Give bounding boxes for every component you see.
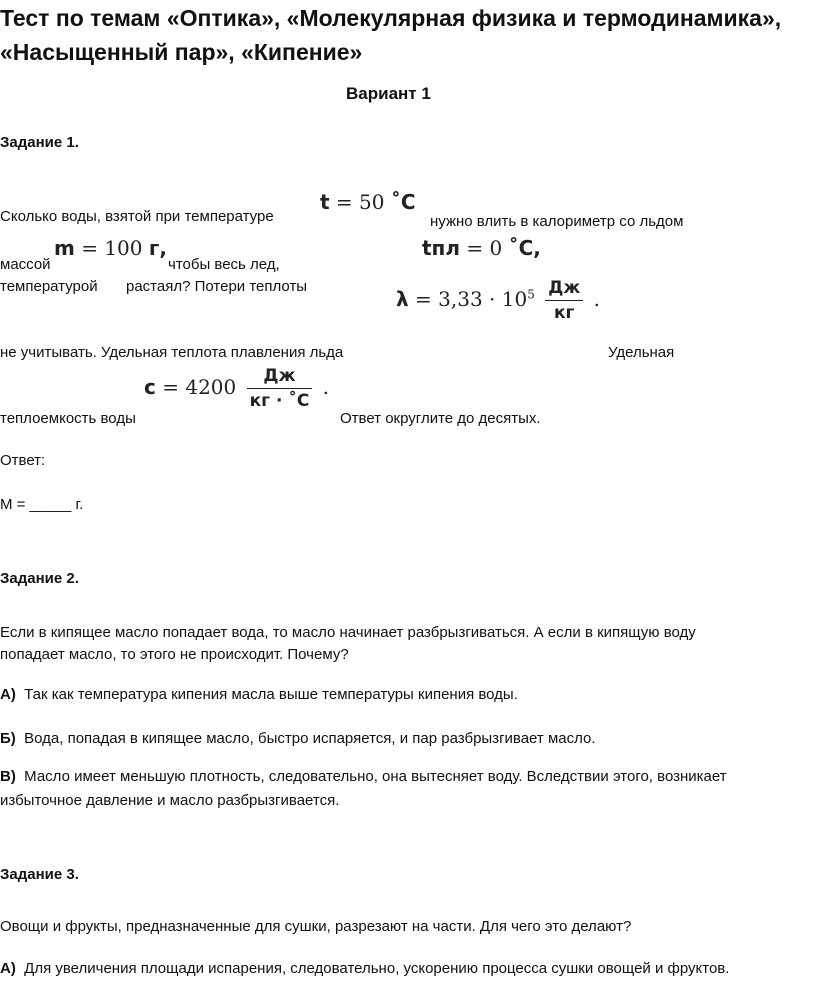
formula-tpl-unit: ˚C, xyxy=(508,236,541,260)
title-line-1: Тест по темам «Оптика», «Молекулярная физика и термодинамика», xyxy=(0,5,782,31)
formula-lambda-var: λ xyxy=(396,287,409,311)
task2-option-b xyxy=(0,730,596,747)
formula-c xyxy=(144,366,329,411)
formula-lambda-val: 3,33 xyxy=(438,287,483,311)
formula-t xyxy=(320,190,416,214)
task2-option-v-line2: избыточное давление и масло разбрызгивается. xyxy=(0,792,340,809)
task1-chtoby: чтобы весь лед, xyxy=(168,256,280,273)
formula-m-unit: г, xyxy=(148,236,167,260)
formula-tpl-var: tпл xyxy=(422,236,461,260)
formula-lambda-eq: = xyxy=(415,287,432,311)
formula-tpl-val: 0 xyxy=(489,236,503,260)
task2-option-b-text: Вода, попадая в кипящее масло, быстро испаряется, и пар разбрызгивает масло. xyxy=(24,730,596,747)
task1-temperaturoy: температурой xyxy=(0,278,98,295)
task1-line1-left: Сколько воды, взятой при температуре xyxy=(0,208,274,225)
formula-lambda-base: 10 xyxy=(501,287,528,311)
formula-c-fraction xyxy=(247,366,313,411)
task2-question-line1: Если в кипящее масло попадает вода, то масло начинает разбрызгиваться. А если в кипящую воду xyxy=(0,624,696,641)
task1-line1-right: нужно влить в калориметр со льдом xyxy=(430,213,684,230)
formula-lambda-end: . xyxy=(593,287,600,311)
title-line-2: «Насыщенный пар», «Кипение» xyxy=(0,39,363,65)
formula-t-var: t xyxy=(320,190,330,214)
formula-tpl xyxy=(422,236,541,260)
formula-t-eq: = xyxy=(335,190,353,214)
formula-tpl-eq: = xyxy=(466,236,484,260)
task1-teploemkost: теплоемкость воды xyxy=(0,410,136,427)
task3-option-a-letter: А) xyxy=(0,960,16,977)
formula-c-var: c xyxy=(144,375,156,399)
task2-option-a-letter: А) xyxy=(0,686,16,703)
formula-c-den: кг · ˚C xyxy=(249,391,310,411)
task2-heading: Задание 2. xyxy=(0,570,79,587)
formula-c-num: Дж xyxy=(247,366,313,389)
formula-m-val: 100 xyxy=(104,236,143,260)
task2-option-b-letter: Б) xyxy=(0,730,16,747)
formula-m-eq: = xyxy=(81,236,98,260)
formula-lambda-den: кг xyxy=(554,303,575,323)
task1-ne-uchityvat: не учитывать. Удельная теплота плавления льда xyxy=(0,344,344,361)
formula-lambda-exp: 5 xyxy=(527,287,535,302)
task3-heading: Задание 3. xyxy=(0,866,79,883)
task1-udelnaya: Удельная xyxy=(608,344,675,361)
formula-lambda-dot: · xyxy=(489,287,496,311)
formula-m-var: m xyxy=(54,236,75,260)
task2-option-v-text: Масло имеет меньшую плотность, следовательно, она вытесняет воду. Вследствии этого, возникает xyxy=(24,768,727,785)
formula-lambda-num: Дж xyxy=(545,278,583,301)
task2-option-a xyxy=(0,686,518,703)
formula-m xyxy=(54,236,167,260)
task1-answer-label: Ответ: xyxy=(0,452,46,469)
task3-option-a-text: Для увеличения площади испарения, следовательно, ускорению процесса сушки овощей и фруктов. xyxy=(24,960,730,977)
formula-c-eq: = xyxy=(162,375,179,399)
task2-option-v-letter: В) xyxy=(0,768,16,785)
formula-t-val: 50 xyxy=(359,190,385,214)
formula-lambda-fraction xyxy=(545,278,583,323)
task1-heading: Задание 1. xyxy=(0,134,79,151)
formula-t-unit: ˚C xyxy=(390,190,416,214)
variant-heading: Вариант 1 xyxy=(346,84,431,103)
formula-c-val: 4200 xyxy=(185,375,237,399)
task1-rastayal: растаял? Потери теплоты xyxy=(126,278,308,295)
task2-option-v xyxy=(0,768,727,785)
task1-answer-line: M = _____ г. xyxy=(0,496,84,513)
task2-question-line2: попадает масло, то этого не происходит. Почему? xyxy=(0,646,349,663)
formula-lambda xyxy=(396,278,600,323)
task2-option-a-text: Так как температура кипения масла выше температуры кипения воды. xyxy=(24,686,518,703)
task3-option-a xyxy=(0,960,729,977)
formula-c-end: . xyxy=(322,375,330,399)
task3-question: Овощи и фрукты, предназначенные для сушки, разрезают на части. Для чего это делают? xyxy=(0,918,632,935)
task1-massa: массой xyxy=(0,256,51,273)
task1-okruglite: Ответ округлите до десятых. xyxy=(340,410,541,427)
